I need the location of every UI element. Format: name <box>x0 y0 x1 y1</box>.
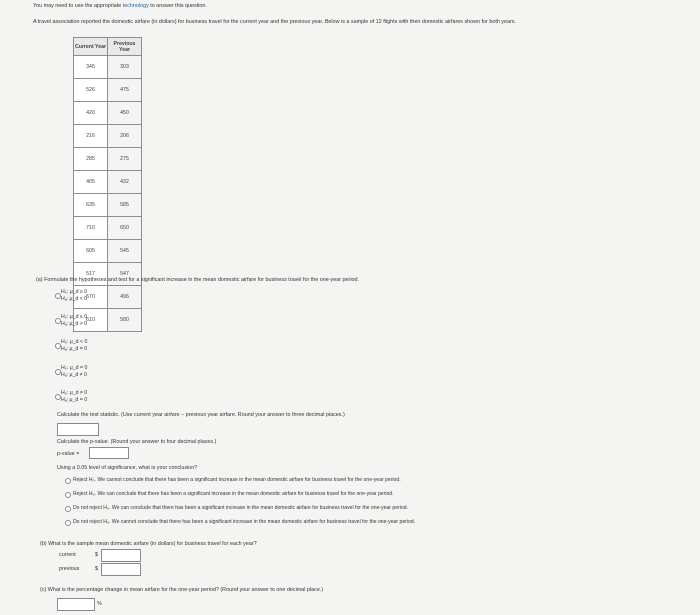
current-label: current <box>59 552 76 558</box>
header-current-year: Current Year <box>74 38 108 56</box>
previous-currency: $ <box>95 566 98 572</box>
conclusion-radio[interactable] <box>65 478 71 484</box>
conclusion-option: Do not reject H₀. We can conclude that there has been a significant increase in the mean domestic airfare for business travel for the one-year period. <box>73 505 408 511</box>
conclusion-option: Reject H₀. We cannot conclude that there has been a significant increase in the mean domestic airfare for business travel for the one-year period. <box>73 477 401 483</box>
header-previous-year: Previous Year <box>108 38 142 56</box>
previous-year-cell: 545 <box>108 240 142 263</box>
part-a-question: (a) Formulate the hypotheses and test for a significant increase in the mean domestic airfare for business travel for the one-year period. <box>36 277 360 283</box>
previous-label: previous <box>59 566 80 572</box>
previous-year-cell: 580 <box>108 309 142 332</box>
current-currency: $ <box>95 552 98 558</box>
previous-year-cell: 496 <box>108 286 142 309</box>
conclusion-prompt: Using a 0.05 level of significance, what is your conclusion? <box>57 465 198 471</box>
null-hypothesis: H₀: μ_d = 0 <box>61 365 88 371</box>
null-hypothesis: H₀: μ_d < 0 <box>61 339 88 345</box>
test-stat-prompt: Calculate the test statistic. (Use current year airfare − previous year airfare. Round your answer to three decimal places.) <box>57 412 345 418</box>
current-year-cell: 285 <box>74 148 108 171</box>
current-year-cell: 710 <box>74 217 108 240</box>
hypothesis-option <box>61 365 87 379</box>
hypothesis-option <box>61 339 87 353</box>
test-stat-input[interactable] <box>57 423 99 436</box>
current-year-cell: 635 <box>74 194 108 217</box>
previous-mean-input[interactable] <box>101 563 141 576</box>
hypothesis-option <box>61 390 87 404</box>
current-year-cell: 420 <box>74 102 108 125</box>
current-year-cell: 216 <box>74 125 108 148</box>
technology-link[interactable]: technology <box>122 3 149 9</box>
alternative-hypothesis: Hₐ: μ_d ≠ 0 <box>61 372 87 378</box>
current-year-cell: 526 <box>74 79 108 102</box>
conclusion-radio[interactable] <box>65 520 71 526</box>
alternative-hypothesis: Hₐ: μ_d = 0 <box>61 397 88 403</box>
table-row <box>74 171 142 194</box>
table-row <box>74 217 142 240</box>
conclusion-radio[interactable] <box>65 492 71 498</box>
table-row <box>74 148 142 171</box>
table-row <box>74 240 142 263</box>
previous-year-cell: 275 <box>108 148 142 171</box>
current-year-cell: 570 <box>74 286 108 309</box>
current-year-cell: 405 <box>74 171 108 194</box>
part-c-question: (c) What is the percentage change in mean airfare for the one-year period? (Round your answer to one decimal place.) <box>40 587 324 593</box>
table-row <box>74 56 142 79</box>
table-row <box>74 125 142 148</box>
current-year-cell: 517 <box>74 263 108 286</box>
previous-year-cell: 303 <box>108 56 142 79</box>
table-row <box>74 79 142 102</box>
current-year-cell: 610 <box>74 309 108 332</box>
instruction-text: You may need to use the appropriate <box>33 3 123 9</box>
alternative-hypothesis: Hₐ: μ_d < 0 <box>61 296 88 302</box>
airfare-table <box>73 37 142 332</box>
alternative-hypothesis: Hₐ: μ_d = 0 <box>61 346 88 352</box>
percent-change-input[interactable] <box>57 598 95 611</box>
conclusion-option: Reject H₀. We can conclude that there has been a significant increase in the mean domestic airfare for business travel for the one-year period. <box>73 491 394 497</box>
part-b-question: (b) What is the sample mean domestic airfare (in dollars) for business travel for each year? <box>40 541 257 547</box>
null-hypothesis: H₀: μ_d ≤ 0 <box>61 314 88 320</box>
current-year-cell: 605 <box>74 240 108 263</box>
previous-year-cell: 650 <box>108 217 142 240</box>
current-mean-input[interactable] <box>101 549 141 562</box>
previous-year-cell: 547 <box>108 263 142 286</box>
percent-unit: % <box>97 601 102 607</box>
previous-year-cell: 585 <box>108 194 142 217</box>
hypothesis-option <box>61 314 87 328</box>
instruction-text-end: to answer this question. <box>148 3 207 9</box>
null-hypothesis: H₀: μ_d ≥ 0 <box>61 289 88 295</box>
alternative-hypothesis: Hₐ: μ_d > 0 <box>61 321 88 327</box>
conclusion-option: Do not reject H₀. We cannot conclude that there has been a significant increase in the mean domestic airfare for business travel for the one-year period. <box>73 519 416 525</box>
instruction-line <box>33 3 207 9</box>
pvalue-prompt: Calculate the p-value. (Round your answer to four decimal places.) <box>57 439 217 445</box>
current-year-cell: 345 <box>74 56 108 79</box>
previous-year-cell: 450 <box>108 102 142 125</box>
conclusion-radio[interactable] <box>65 506 71 512</box>
previous-year-cell: 432 <box>108 171 142 194</box>
pvalue-label: p-value = <box>57 451 80 457</box>
null-hypothesis: H₀: μ_d ≠ 0 <box>61 390 88 396</box>
table-row <box>74 102 142 125</box>
problem-statement: A travel association reported the domestic airfare (in dollars) for business travel for the current year and the previous year. Below is a sample of 12 flights with their domestic airfares shown for both years. <box>33 19 516 25</box>
previous-year-cell: 206 <box>108 125 142 148</box>
table-row <box>74 194 142 217</box>
previous-year-cell: 475 <box>108 79 142 102</box>
pvalue-input[interactable] <box>89 447 129 459</box>
hypothesis-option <box>61 289 87 303</box>
